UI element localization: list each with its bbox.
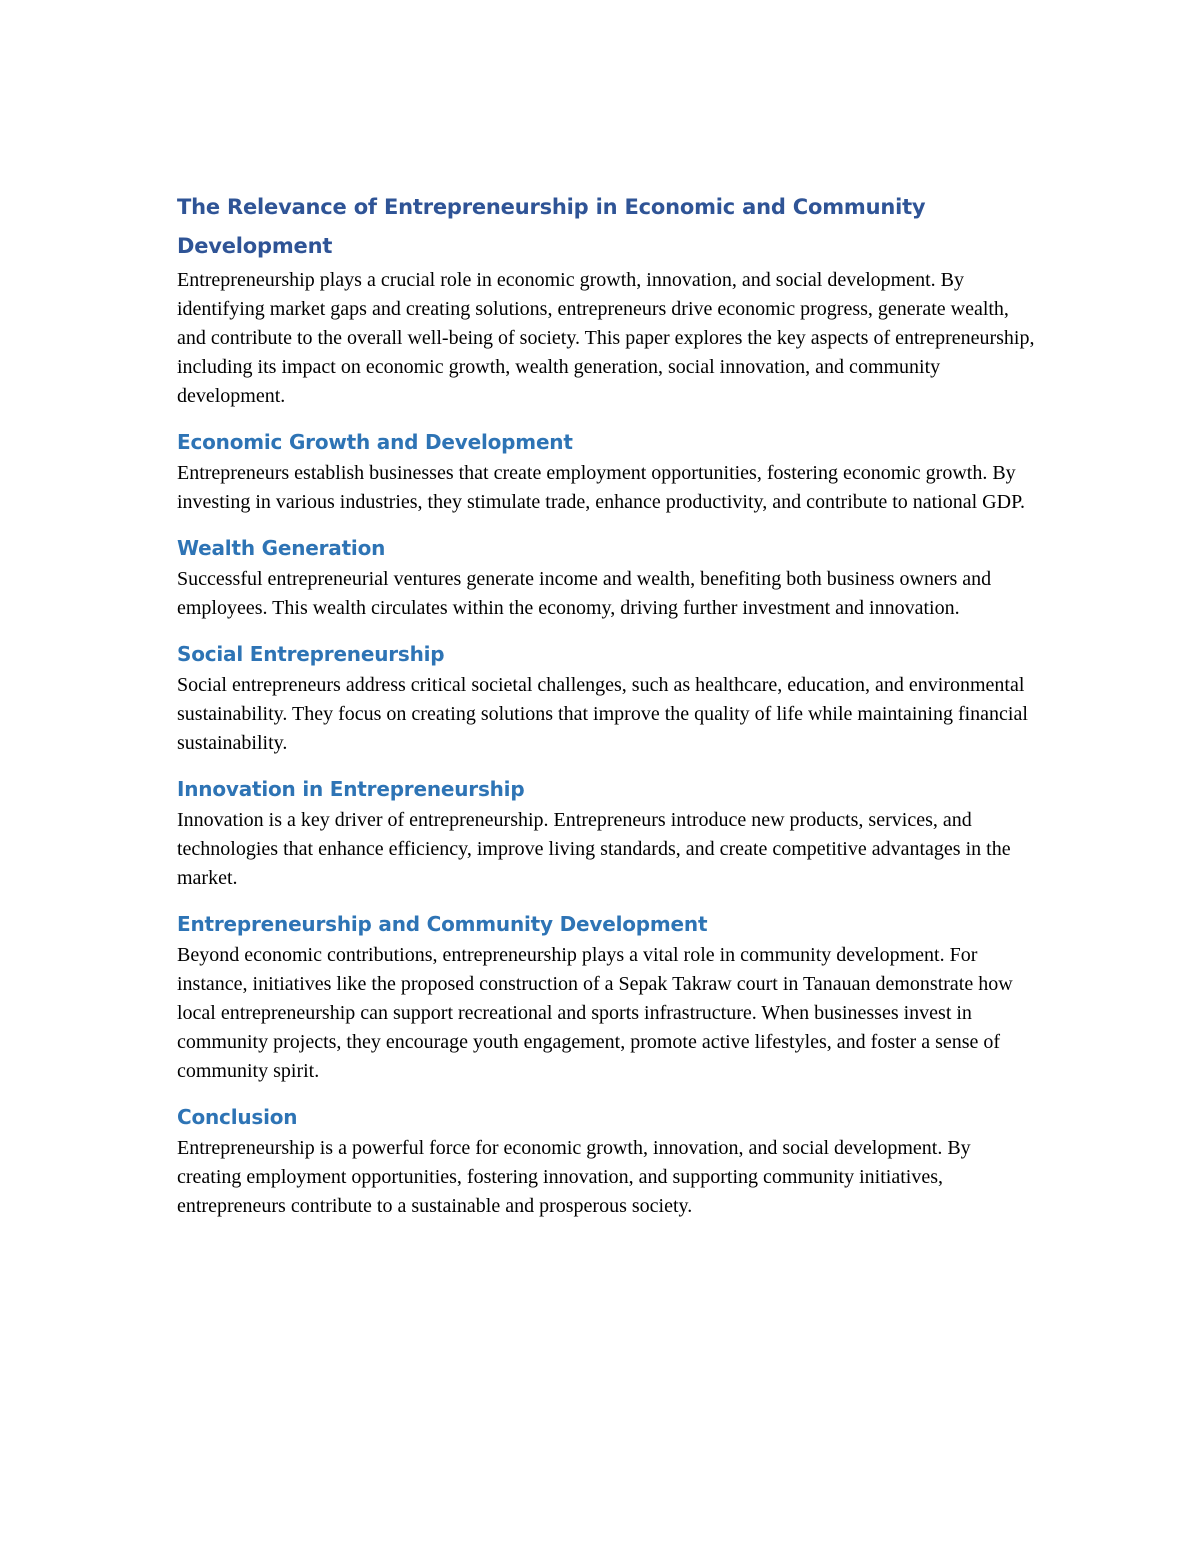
section-heading: Innovation in Entrepreneurship: [177, 777, 525, 801]
section-heading: Entrepreneurship and Community Development: [177, 912, 708, 936]
section-innovation: [177, 774, 1037, 893]
section-body: Innovation is a key driver of entrepreneurship. Entrepreneurs introduce new products, services, and technologies that enhance efficiency, improve living standards, and create competitive advantages in the market.: [177, 809, 1011, 889]
section-economic-growth: [177, 427, 1037, 517]
section-conclusion: [177, 1102, 1037, 1221]
section-heading: Wealth Generation: [177, 536, 386, 560]
intro-paragraph: Entrepreneurship plays a crucial role in economic growth, innovation, and social development. By identifying market gaps and creating solutions, entrepreneurs drive economic progress, generate wealth, and contribute to the overall well-being of society. This paper explores the key aspects of entrepreneurship, including its impact on economic growth, wealth generation, social innovation, and community development.: [177, 269, 1035, 407]
section-body: Entrepreneurs establish businesses that create employment opportunities, fostering economic growth. By investing in various industries, they stimulate trade, enhance productivity, and contribute to national GDP.: [177, 462, 1025, 513]
section-body: Social entrepreneurs address critical societal challenges, such as healthcare, education, and environmental sustainability. They focus on creating solutions that improve the quality of life while maintaining financial sustainability.: [177, 674, 1028, 754]
section-body: Successful entrepreneurial ventures generate income and wealth, benefiting both business owners and employees. This wealth circulates within the economy, driving further investment and innovation.: [177, 568, 992, 619]
document-page: [177, 188, 1037, 1221]
section-community-development: [177, 909, 1037, 1086]
section-social-entrepreneurship: [177, 639, 1037, 758]
section-heading: Conclusion: [177, 1105, 298, 1129]
section-wealth-generation: [177, 533, 1037, 623]
section-body: Entrepreneurship is a powerful force for economic growth, innovation, and social development. By creating employment opportunities, fostering innovation, and supporting community initiatives, entrepreneurs contribute to a sustainable and prosperous society.: [177, 1137, 971, 1217]
document-title: The Relevance of Entrepreneurship in Economic and Community Development: [177, 195, 926, 258]
section-heading: Economic Growth and Development: [177, 430, 573, 454]
section-heading: Social Entrepreneurship: [177, 642, 445, 666]
section-body: Beyond economic contributions, entrepreneurship plays a vital role in community development. For instance, initiatives like the proposed construction of a Sepak Takraw court in Tanauan demonstrate how local entrepreneurship can support recreational and sports infrastructure. When businesses invest in community projects, they encourage youth engagement, promote active lifestyles, and foster a sense of community spirit.: [177, 944, 1013, 1082]
